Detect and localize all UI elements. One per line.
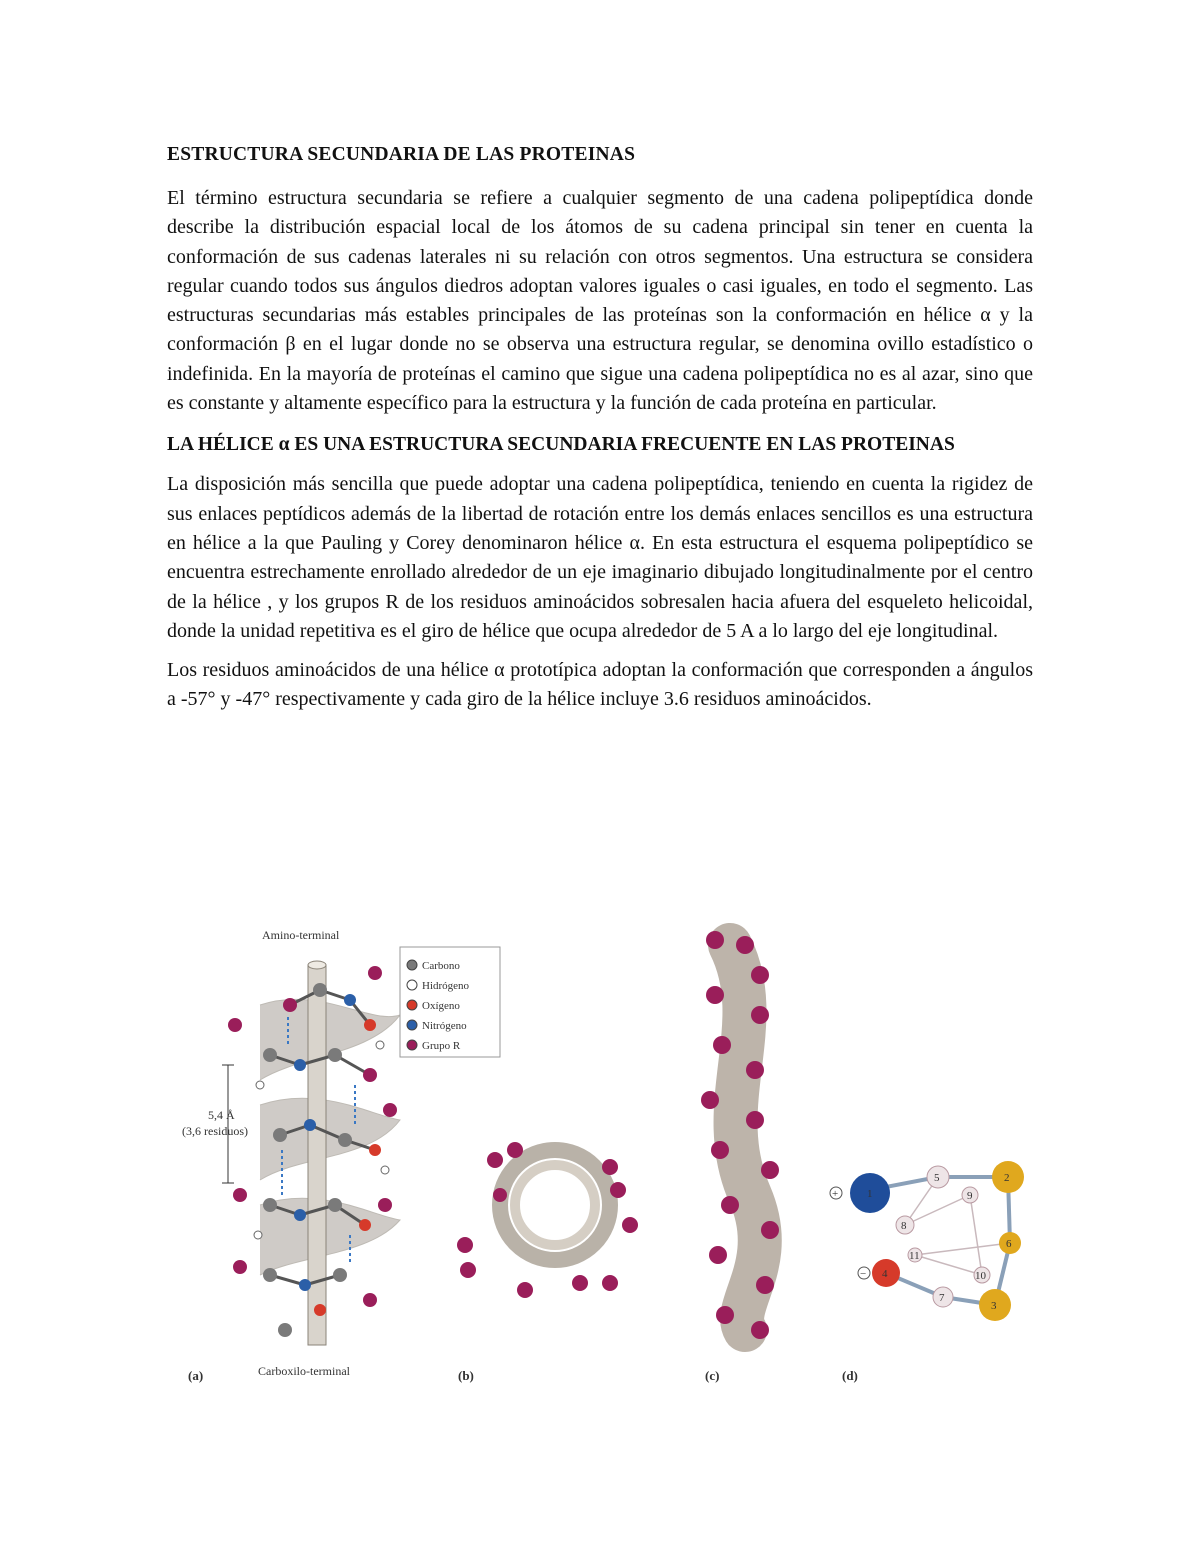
wheel-number-11: 11 xyxy=(909,1250,920,1262)
wheel-number-6: 6 xyxy=(1006,1238,1012,1250)
legend-swatch-hydrogen xyxy=(407,980,417,990)
wheel-number-1: 1 xyxy=(867,1188,873,1200)
carboxyl-terminal-label: Carboxilo-terminal xyxy=(258,1364,350,1378)
wheel-number-10: 10 xyxy=(975,1270,986,1282)
wheel-number-2: 2 xyxy=(1004,1172,1010,1184)
legend-swatch-r-group xyxy=(407,1040,417,1050)
legend-label-r-group: Grupo R xyxy=(422,1040,461,1052)
panel-c-space-filling xyxy=(701,931,779,1383)
alpha-helix-figure xyxy=(170,905,1050,1395)
legend-label-nitrogen: Nitrógeno xyxy=(422,1020,467,1032)
panel-b-end-view xyxy=(457,1142,638,1383)
subsection-heading: LA HÉLICE α ES UNA ESTRUCTURA SECUNDARIA FRECUENTE EN LAS PROTEINAS xyxy=(167,434,955,456)
positive-charge-sign: + xyxy=(832,1188,839,1200)
legend-swatch-nitrogen xyxy=(407,1020,417,1030)
panel-a-label: (a) xyxy=(188,1368,204,1383)
paragraph-intro: El término estructura secundaria se refiere a cualquier segmento de una cadena polipeptídica donde describe la distribución espacial local de los átomos de su cadena principal sin tener en cuenta la conformación de sus cadenas laterales ni su relación con otros segmentos. Una estructura se considera regular cuando todos sus ángulos diedros adoptan valores iguales o casi iguales, en todo el segmento. Las estructuras secundarias más estables principales de las proteínas son la conformación en hélice α y la conformación β en el lugar donde no se observa una estructura regular, se denomina ovillo estadístico o indefinida. En la mayoría de proteínas el camino que sigue una cadena polipeptídica no es al azar, sino que es constante y altamente específico para la estructura y la función de cada proteína en particular. xyxy=(167,187,1033,415)
amino-terminal-label: Amino-terminal xyxy=(262,928,340,942)
legend-label-hydrogen: Hidrógeno xyxy=(422,980,470,992)
legend-swatch-oxygen xyxy=(407,1000,417,1010)
wheel-number-8: 8 xyxy=(901,1220,907,1232)
paragraph-helix-description: La disposición más sencilla que puede adoptar una cadena polipeptídica, teniendo en cuenta la rigidez de sus enlaces peptídicos además de la libertad de rotación entre los demás enlaces sencillos es una estructura en hélice a la que Pauling y Corey denominaron hélice α. En esta estructura el esquema polipeptídico se encuentra estrechamente enrollado alrededor de un eje imaginario dibujado longitudinalmente por el centro de la hélice , y los grupos R de los residuos aminoácidos sobresalen hacia afuera del esqueleto helicoidal, donde la unidad repetitiva es el giro de hélice que ocupa alrededor de 5 A a lo largo del eje longitudinal. xyxy=(167,473,1033,642)
wheel-number-7: 7 xyxy=(939,1292,945,1304)
pitch-residues-label: (3,6 residuos) xyxy=(182,1124,248,1138)
legend-swatch-carbon xyxy=(407,960,417,970)
panel-c-label: (c) xyxy=(705,1368,720,1383)
panel-b-label: (b) xyxy=(458,1368,474,1383)
document-body xyxy=(167,142,1033,725)
wheel-number-9: 9 xyxy=(967,1190,973,1202)
panel-a-helix-model xyxy=(182,928,500,1383)
paragraph-helix-angles: Los residuos aminoácidos de una hélice α prototípica adoptan la conformación que corresponden a ángulos a -57° y -47° respectivamente y cada giro de la hélice incluye 3.6 residuos aminoácidos. xyxy=(167,659,1033,711)
wheel-number-4: 4 xyxy=(882,1268,888,1280)
legend-label-oxygen: Oxígeno xyxy=(422,1000,460,1012)
wheel-number-5: 5 xyxy=(934,1172,940,1184)
legend-label-carbon: Carbono xyxy=(422,960,460,972)
section-heading: ESTRUCTURA SECUNDARIA DE LAS PROTEINAS xyxy=(167,144,636,165)
pitch-distance-label: 5,4 Å xyxy=(208,1108,235,1122)
negative-charge-sign: − xyxy=(860,1268,867,1280)
panel-d-label: (d) xyxy=(842,1368,858,1383)
wheel-number-3: 3 xyxy=(991,1300,997,1312)
figure-svg xyxy=(170,905,1050,1395)
panel-d-helical-wheel xyxy=(830,1161,1024,1383)
